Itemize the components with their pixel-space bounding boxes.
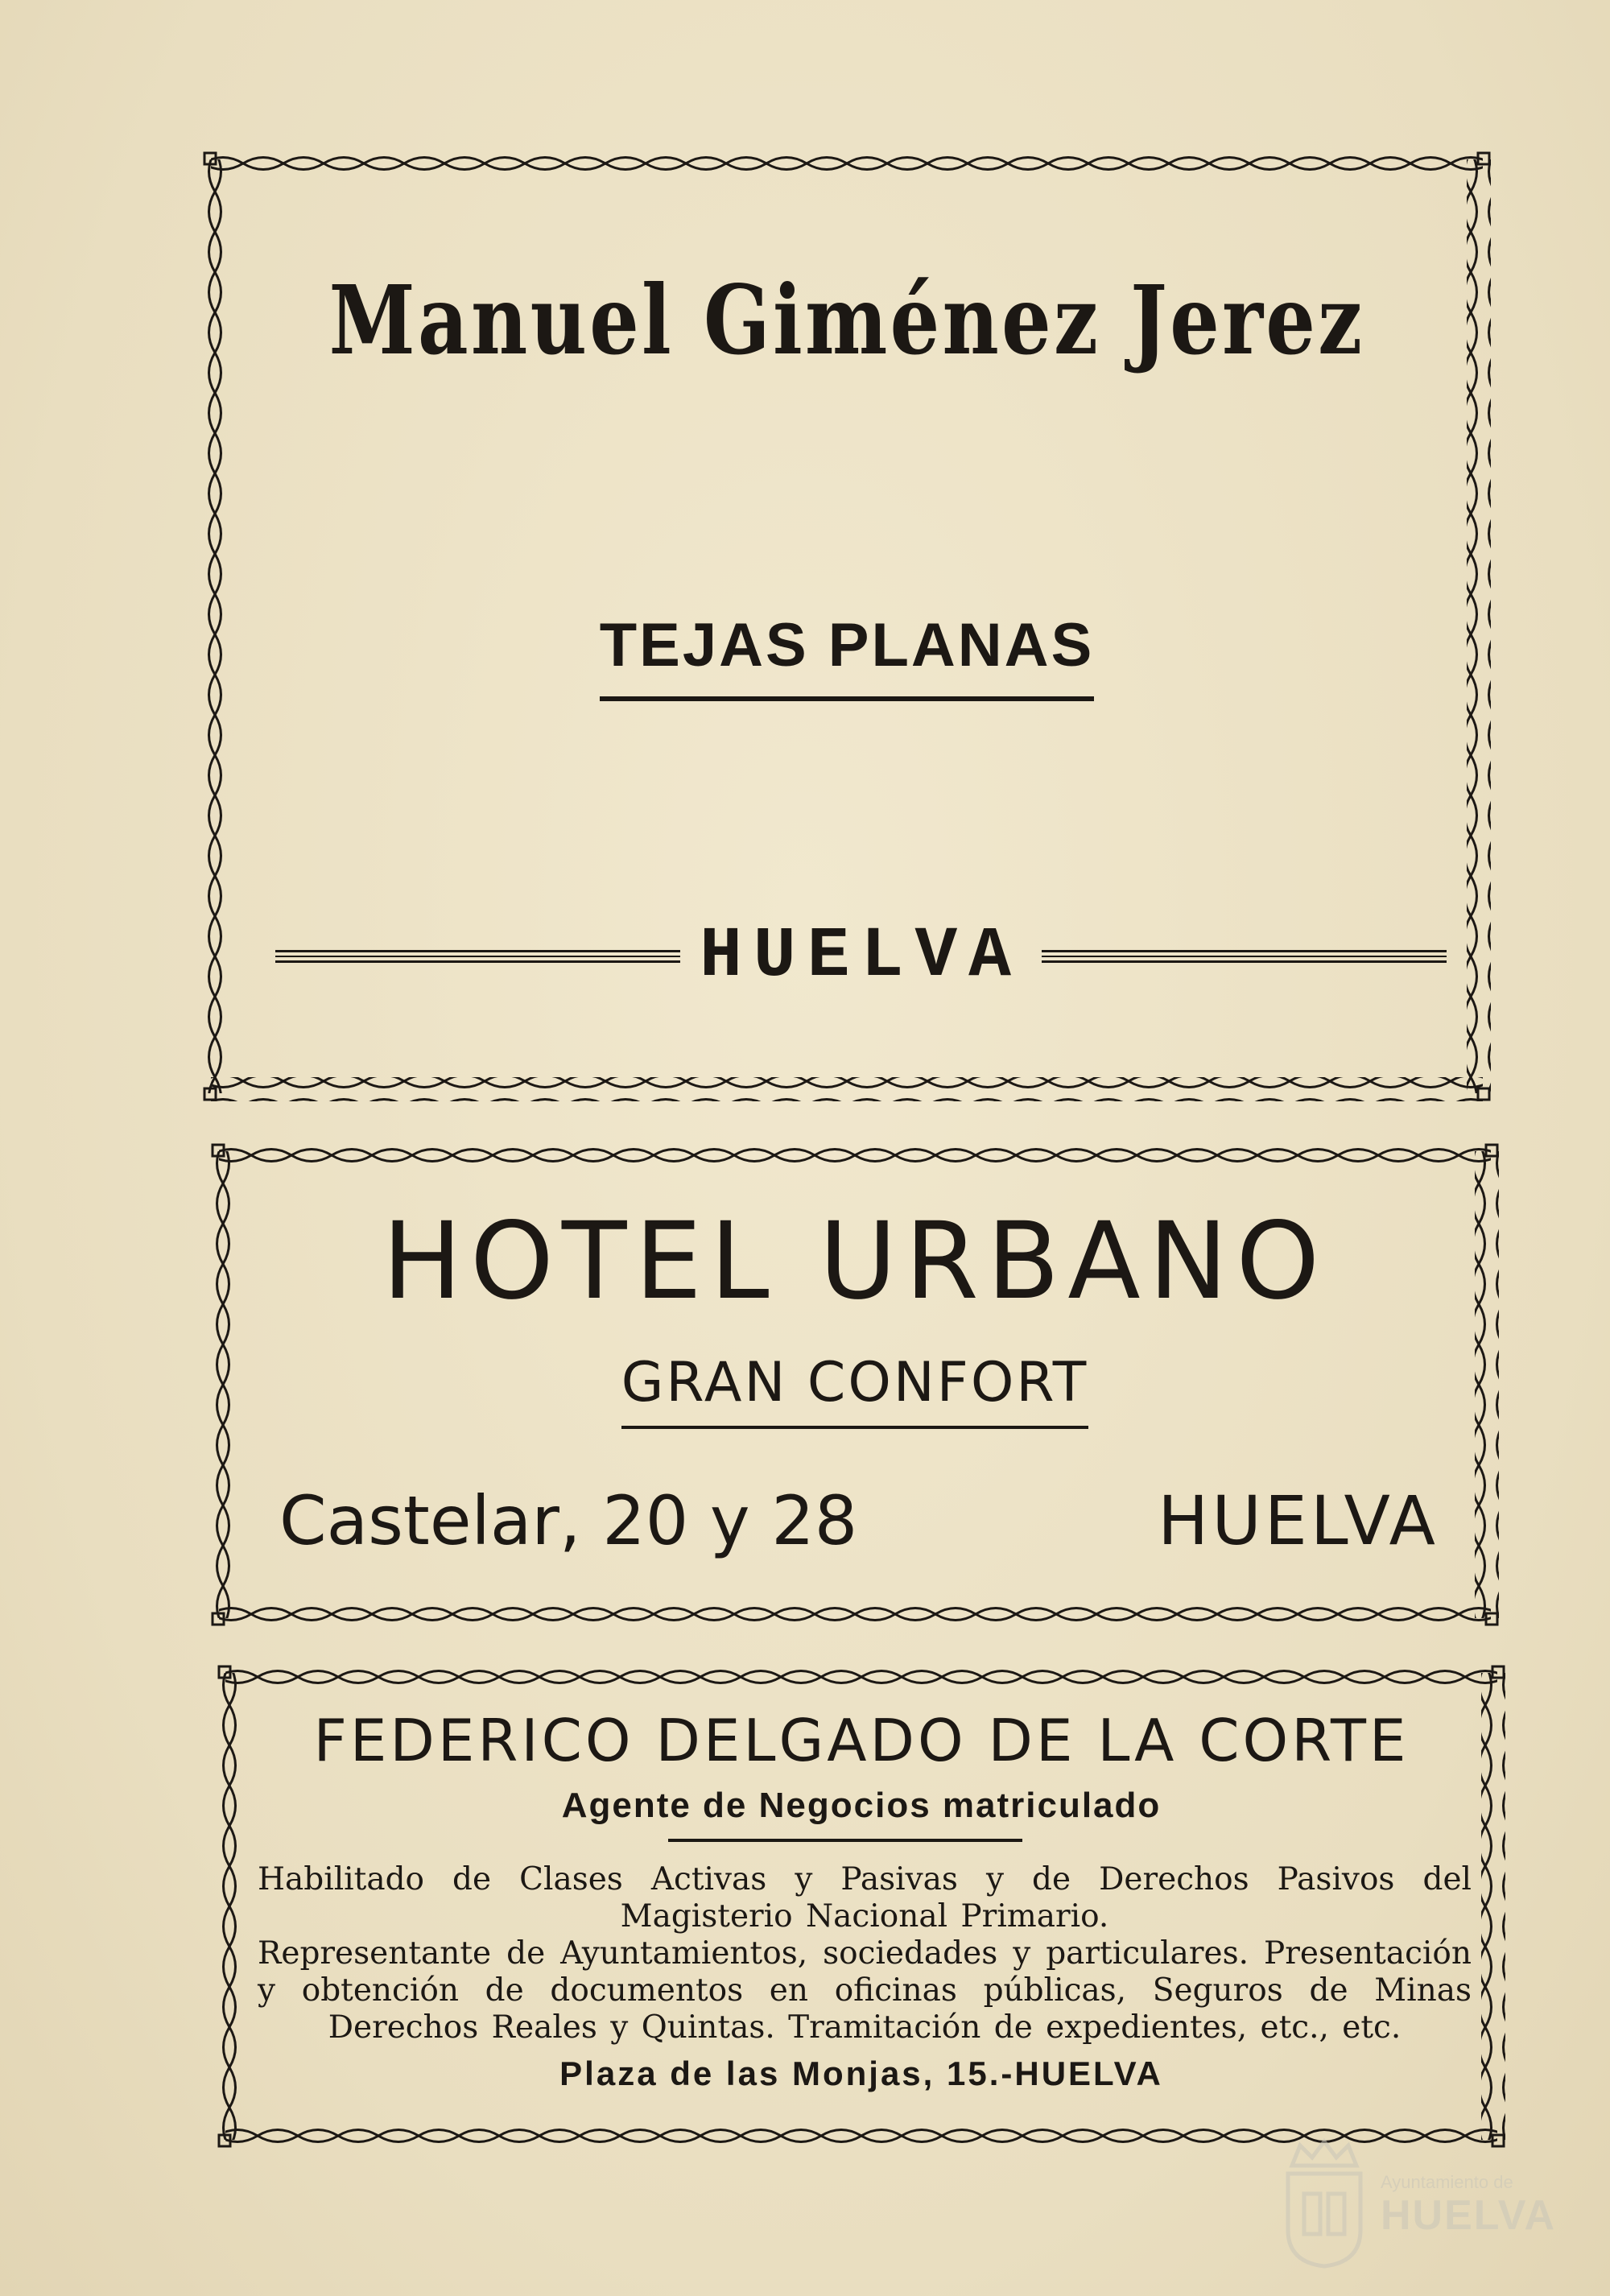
divider-rule xyxy=(668,1839,1022,1842)
product-label: TEJAS PLANAS xyxy=(600,610,1095,701)
company-name: Manuel Giménez Jerez xyxy=(328,264,1365,376)
agent-role: Agente de Negocios matriculado xyxy=(561,1786,1162,1825)
tagline-label: GRAN CONFORT xyxy=(621,1351,1089,1429)
services-paragraph-2: Representante de Ayuntamientos, sociedades y particulares. Presentación y obtención de documentos en oficinas públicas, Seguros de Minas Derechos Reales y Quintas. Tramitación de expedientes, etc., etc. xyxy=(258,1935,1472,2046)
coat-of-arms-icon xyxy=(1276,2133,1373,2270)
city-label: HUELVA xyxy=(700,916,1022,997)
watermark-line-2: HUELVA xyxy=(1381,2192,1557,2239)
hotel-city: HUELVA xyxy=(1158,1481,1439,1560)
ad-hotel-urbano xyxy=(211,1143,1499,1626)
hotel-name: HOTEL URBANO xyxy=(382,1200,1328,1324)
agent-address: Plaza de las Monjas, 15.-HUELVA xyxy=(559,2054,1163,2092)
ayuntamiento-watermark xyxy=(1276,2133,1566,2270)
hotel-tagline xyxy=(211,1351,1499,1429)
left-double-rule xyxy=(275,950,680,963)
agent-name: FEDERICO DELGADO DE LA CORTE xyxy=(313,1707,1410,1774)
right-double-rule xyxy=(1042,950,1447,963)
services-paragraph-1: Habilitado de Clases Activas y Pasivas y de Derechos Pasivos del Magisterio Nacional Primario. xyxy=(258,1861,1472,1935)
city-row xyxy=(275,916,1447,997)
hotel-address: Castelar, 20 y 28 xyxy=(279,1481,858,1560)
ad-federico-delgado xyxy=(217,1665,1505,2148)
product-heading xyxy=(203,610,1491,701)
ad-gimenez xyxy=(203,151,1491,1101)
watermark-line-1: Ayuntamiento de xyxy=(1381,2172,1513,2192)
